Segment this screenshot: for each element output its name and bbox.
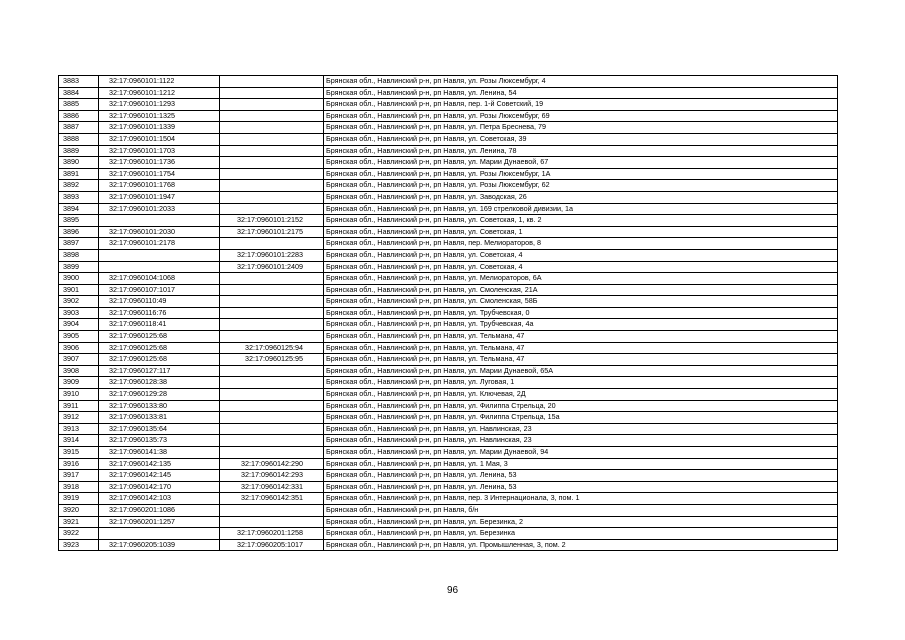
row-number-cell: 3916 <box>59 458 99 470</box>
land-cadastral-number-cell: 32:17:0960101:1947 <box>99 191 220 203</box>
land-cadastral-number-cell: 32:17:0960133:80 <box>99 400 220 412</box>
building-cadastral-number-cell <box>220 365 324 377</box>
address-cell: Брянская обл., Навлинский р-н, рп Навля, ул. Заводская, 26 <box>324 191 838 203</box>
table-row <box>59 110 838 122</box>
table-row <box>59 226 838 238</box>
address-cell: Брянская обл., Навлинский р-н, рп Навля, ул. Ключевая, 2Д <box>324 389 838 401</box>
table-row <box>59 516 838 528</box>
land-cadastral-number-cell: 32:17:0960116:76 <box>99 307 220 319</box>
land-cadastral-number-cell: 32:17:0960101:1325 <box>99 110 220 122</box>
building-cadastral-number-cell <box>220 400 324 412</box>
land-cadastral-number-cell: 32:17:0960141:38 <box>99 447 220 459</box>
table-row <box>59 528 838 540</box>
row-number-cell: 3892 <box>59 180 99 192</box>
building-cadastral-number-cell <box>220 273 324 285</box>
building-cadastral-number-cell <box>220 87 324 99</box>
building-cadastral-number-cell <box>220 423 324 435</box>
land-cadastral-number-cell: 32:17:0960107:1017 <box>99 284 220 296</box>
address-cell: Брянская обл., Навлинский р-н, рп Навля, ул. Петра Бреснева, 79 <box>324 122 838 134</box>
land-cadastral-number-cell: 32:17:0960101:1212 <box>99 87 220 99</box>
row-number-cell: 3890 <box>59 157 99 169</box>
row-number-cell: 3914 <box>59 435 99 447</box>
row-number-cell: 3886 <box>59 110 99 122</box>
address-cell: Брянская обл., Навлинский р-н, рп Навля, ул. Промышленная, 3, пом. 2 <box>324 539 838 551</box>
building-cadastral-number-cell <box>220 516 324 528</box>
row-number-cell: 3920 <box>59 504 99 516</box>
table-row <box>59 470 838 482</box>
land-cadastral-number-cell: 32:17:0960101:1293 <box>99 99 220 111</box>
address-cell: Брянская обл., Навлинский р-н, рп Навля, ул. Филиппа Стрельца, 20 <box>324 400 838 412</box>
building-cadastral-number-cell <box>220 110 324 122</box>
row-number-cell: 3911 <box>59 400 99 412</box>
row-number-cell: 3884 <box>59 87 99 99</box>
table-row <box>59 76 838 88</box>
registry-table <box>58 75 838 551</box>
row-number-cell: 3922 <box>59 528 99 540</box>
row-number-cell: 3910 <box>59 389 99 401</box>
row-number-cell: 3907 <box>59 354 99 366</box>
table-row <box>59 133 838 145</box>
row-number-cell: 3906 <box>59 342 99 354</box>
address-cell: Брянская обл., Навлинский р-н, рп Навля, ул. Ленина, 54 <box>324 87 838 99</box>
building-cadastral-number-cell <box>220 203 324 215</box>
building-cadastral-number-cell: 32:17:0960125:95 <box>220 354 324 366</box>
row-number-cell: 3908 <box>59 365 99 377</box>
address-cell: Брянская обл., Навлинский р-н, рп Навля, ул. Марии Дунаевой, 65А <box>324 365 838 377</box>
row-number-cell: 3912 <box>59 412 99 424</box>
table-row <box>59 284 838 296</box>
table-row <box>59 215 838 227</box>
land-cadastral-number-cell: 32:17:0960101:1768 <box>99 180 220 192</box>
table-row <box>59 203 838 215</box>
building-cadastral-number-cell: 32:17:0960142:293 <box>220 470 324 482</box>
table-row <box>59 296 838 308</box>
land-cadastral-number-cell: 32:17:0960101:1504 <box>99 133 220 145</box>
row-number-cell: 3918 <box>59 481 99 493</box>
building-cadastral-number-cell: 32:17:0960125:94 <box>220 342 324 354</box>
row-number-cell: 3891 <box>59 168 99 180</box>
building-cadastral-number-cell <box>220 296 324 308</box>
address-cell: Брянская обл., Навлинский р-н, рп Навля, ул. Навлинская, 23 <box>324 423 838 435</box>
address-cell: Брянская обл., Навлинский р-н, рп Навля, ул. Трубчевская, 4а <box>324 319 838 331</box>
building-cadastral-number-cell <box>220 122 324 134</box>
building-cadastral-number-cell <box>220 168 324 180</box>
building-cadastral-number-cell <box>220 238 324 250</box>
land-cadastral-number-cell: 32:17:0960127:117 <box>99 365 220 377</box>
row-number-cell: 3921 <box>59 516 99 528</box>
land-cadastral-number-cell <box>99 215 220 227</box>
table-row <box>59 493 838 505</box>
table-row <box>59 249 838 261</box>
table-row <box>59 307 838 319</box>
row-number-cell: 3899 <box>59 261 99 273</box>
address-cell: Брянская обл., Навлинский р-н, рп Навля, ул. Советская, 4 <box>324 249 838 261</box>
table-row <box>59 447 838 459</box>
address-cell: Брянская обл., Навлинский р-н, рп Навля, ул. Березинка, 2 <box>324 516 838 528</box>
row-number-cell: 3904 <box>59 319 99 331</box>
land-cadastral-number-cell: 32:17:0960135:64 <box>99 423 220 435</box>
address-cell: Брянская обл., Навлинский р-н, рп Навля, ул. Филиппа Стрельца, 15а <box>324 412 838 424</box>
address-cell: Брянская обл., Навлинский р-н, рп Навля, ул. Ленина, 53 <box>324 481 838 493</box>
table-row <box>59 168 838 180</box>
table-row <box>59 319 838 331</box>
row-number-cell: 3894 <box>59 203 99 215</box>
land-cadastral-number-cell <box>99 249 220 261</box>
building-cadastral-number-cell <box>220 377 324 389</box>
row-number-cell: 3900 <box>59 273 99 285</box>
row-number-cell: 3913 <box>59 423 99 435</box>
address-cell: Брянская обл., Навлинский р-н, рп Навля, ул. 169 стрелковой дивизии, 1а <box>324 203 838 215</box>
building-cadastral-number-cell <box>220 412 324 424</box>
land-cadastral-number-cell: 32:17:0960101:2033 <box>99 203 220 215</box>
building-cadastral-number-cell: 32:17:0960101:2409 <box>220 261 324 273</box>
building-cadastral-number-cell <box>220 180 324 192</box>
land-cadastral-number-cell: 32:17:0960101:1122 <box>99 76 220 88</box>
table-row <box>59 87 838 99</box>
table-row <box>59 435 838 447</box>
table-row <box>59 342 838 354</box>
land-cadastral-number-cell: 32:17:0960101:2030 <box>99 226 220 238</box>
land-cadastral-number-cell: 32:17:0960135:73 <box>99 435 220 447</box>
land-cadastral-number-cell: 32:17:0960125:68 <box>99 354 220 366</box>
building-cadastral-number-cell <box>220 447 324 459</box>
table-row <box>59 180 838 192</box>
building-cadastral-number-cell: 32:17:0960205:1017 <box>220 539 324 551</box>
row-number-cell: 3905 <box>59 331 99 343</box>
address-cell: Брянская обл., Навлинский р-н, рп Навля, ул. Тельмана, 47 <box>324 354 838 366</box>
table-row <box>59 122 838 134</box>
address-cell: Брянская обл., Навлинский р-н, рп Навля, б/н <box>324 504 838 516</box>
row-number-cell: 3897 <box>59 238 99 250</box>
land-cadastral-number-cell: 32:17:0960101:2178 <box>99 238 220 250</box>
table-row <box>59 412 838 424</box>
address-cell: Брянская обл., Навлинский р-н, рп Навля, ул. Тельмана, 47 <box>324 331 838 343</box>
land-cadastral-number-cell: 32:17:0960142:103 <box>99 493 220 505</box>
building-cadastral-number-cell: 32:17:0960201:1258 <box>220 528 324 540</box>
building-cadastral-number-cell <box>220 157 324 169</box>
building-cadastral-number-cell: 32:17:0960142:331 <box>220 481 324 493</box>
table-row <box>59 145 838 157</box>
table-row <box>59 157 838 169</box>
row-number-cell: 3888 <box>59 133 99 145</box>
building-cadastral-number-cell: 32:17:0960142:290 <box>220 458 324 470</box>
building-cadastral-number-cell <box>220 435 324 447</box>
land-cadastral-number-cell: 32:17:0960133:81 <box>99 412 220 424</box>
address-cell: Брянская обл., Навлинский р-н, рп Навля, ул. Березинка <box>324 528 838 540</box>
land-cadastral-number-cell: 32:17:0960201:1086 <box>99 504 220 516</box>
address-cell: Брянская обл., Навлинский р-н, рп Навля, пер. 3 Интернационала, 3, пом. 1 <box>324 493 838 505</box>
building-cadastral-number-cell <box>220 389 324 401</box>
land-cadastral-number-cell: 32:17:0960201:1257 <box>99 516 220 528</box>
land-cadastral-number-cell: 32:17:0960101:1736 <box>99 157 220 169</box>
row-number-cell: 3903 <box>59 307 99 319</box>
land-cadastral-number-cell: 32:17:0960104:1068 <box>99 273 220 285</box>
building-cadastral-number-cell: 32:17:0960101:2152 <box>220 215 324 227</box>
address-cell: Брянская обл., Навлинский р-н, рп Навля, ул. Советская, 1, кв. 2 <box>324 215 838 227</box>
building-cadastral-number-cell <box>220 307 324 319</box>
land-cadastral-number-cell <box>99 528 220 540</box>
table-row <box>59 481 838 493</box>
table-row <box>59 191 838 203</box>
address-cell: Брянская обл., Навлинский р-н, рп Навля, ул. Розы Люксембург, 69 <box>324 110 838 122</box>
table-row <box>59 377 838 389</box>
table-row <box>59 261 838 273</box>
page-number: 96 <box>446 585 459 596</box>
land-cadastral-number-cell: 32:17:0960110:49 <box>99 296 220 308</box>
building-cadastral-number-cell: 32:17:0960101:2175 <box>220 226 324 238</box>
address-cell: Брянская обл., Навлинский р-н, рп Навля, ул. Смоленская, 58Б <box>324 296 838 308</box>
address-cell: Брянская обл., Навлинский р-н, рп Навля, ул. Розы Люксембург, 4 <box>324 76 838 88</box>
table-row <box>59 423 838 435</box>
building-cadastral-number-cell <box>220 99 324 111</box>
row-number-cell: 3923 <box>59 539 99 551</box>
table-row <box>59 273 838 285</box>
row-number-cell: 3909 <box>59 377 99 389</box>
row-number-cell: 3895 <box>59 215 99 227</box>
row-number-cell: 3893 <box>59 191 99 203</box>
address-cell: Брянская обл., Навлинский р-н, рп Навля, ул. Советская, 39 <box>324 133 838 145</box>
table-row <box>59 354 838 366</box>
building-cadastral-number-cell <box>220 191 324 203</box>
table-row <box>59 504 838 516</box>
registry-table-body <box>59 76 838 551</box>
land-cadastral-number-cell: 32:17:0960101:1703 <box>99 145 220 157</box>
row-number-cell: 3885 <box>59 99 99 111</box>
address-cell: Брянская обл., Навлинский р-н, рп Навля, ул. Навлинская, 23 <box>324 435 838 447</box>
land-cadastral-number-cell: 32:17:0960128:38 <box>99 377 220 389</box>
building-cadastral-number-cell <box>220 319 324 331</box>
row-number-cell: 3889 <box>59 145 99 157</box>
address-cell: Брянская обл., Навлинский р-н, рп Навля, ул. Советская, 4 <box>324 261 838 273</box>
address-cell: Брянская обл., Навлинский р-н, рп Навля, ул. Тельмана, 47 <box>324 342 838 354</box>
building-cadastral-number-cell <box>220 331 324 343</box>
address-cell: Брянская обл., Навлинский р-н, рп Навля, ул. 1 Мая, 3 <box>324 458 838 470</box>
land-cadastral-number-cell: 32:17:0960101:1754 <box>99 168 220 180</box>
table-row <box>59 331 838 343</box>
building-cadastral-number-cell <box>220 284 324 296</box>
row-number-cell: 3898 <box>59 249 99 261</box>
table-row <box>59 365 838 377</box>
land-cadastral-number-cell <box>99 261 220 273</box>
land-cadastral-number-cell: 32:17:0960129:28 <box>99 389 220 401</box>
address-cell: Брянская обл., Навлинский р-н, рп Навля, ул. Розы Люксембург, 62 <box>324 180 838 192</box>
address-cell: Брянская обл., Навлинский р-н, рп Навля, ул. Марии Дунаевой, 94 <box>324 447 838 459</box>
row-number-cell: 3917 <box>59 470 99 482</box>
building-cadastral-number-cell: 32:17:0960142:351 <box>220 493 324 505</box>
row-number-cell: 3919 <box>59 493 99 505</box>
building-cadastral-number-cell <box>220 76 324 88</box>
address-cell: Брянская обл., Навлинский р-н, рп Навля, ул. Ленина, 53 <box>324 470 838 482</box>
address-cell: Брянская обл., Навлинский р-н, рп Навля, ул. Трубчевская, 0 <box>324 307 838 319</box>
row-number-cell: 3896 <box>59 226 99 238</box>
address-cell: Брянская обл., Навлинский р-н, рп Навля, ул. Розы Люксембург, 1А <box>324 168 838 180</box>
land-cadastral-number-cell: 32:17:0960101:1339 <box>99 122 220 134</box>
table-row <box>59 400 838 412</box>
address-cell: Брянская обл., Навлинский р-н, рп Навля, ул. Советская, 1 <box>324 226 838 238</box>
land-cadastral-number-cell: 32:17:0960142:135 <box>99 458 220 470</box>
building-cadastral-number-cell <box>220 145 324 157</box>
building-cadastral-number-cell <box>220 133 324 145</box>
row-number-cell: 3902 <box>59 296 99 308</box>
table-row <box>59 539 838 551</box>
address-cell: Брянская обл., Навлинский р-н, рп Навля, ул. Марии Дунаевой, 67 <box>324 157 838 169</box>
address-cell: Брянская обл., Навлинский р-н, рп Навля, ул. Мелиораторов, 6А <box>324 273 838 285</box>
row-number-cell: 3887 <box>59 122 99 134</box>
address-cell: Брянская обл., Навлинский р-н, рп Навля, пер. Мелиораторов, 8 <box>324 238 838 250</box>
row-number-cell: 3883 <box>59 76 99 88</box>
address-cell: Брянская обл., Навлинский р-н, рп Навля, ул. Смоленская, 21А <box>324 284 838 296</box>
land-cadastral-number-cell: 32:17:0960205:1039 <box>99 539 220 551</box>
table-row <box>59 389 838 401</box>
land-cadastral-number-cell: 32:17:0960118:41 <box>99 319 220 331</box>
building-cadastral-number-cell: 32:17:0960101:2283 <box>220 249 324 261</box>
row-number-cell: 3915 <box>59 447 99 459</box>
land-cadastral-number-cell: 32:17:0960125:68 <box>99 342 220 354</box>
table-row <box>59 99 838 111</box>
table-row <box>59 238 838 250</box>
address-cell: Брянская обл., Навлинский р-н, рп Навля, пер. 1-й Советский, 19 <box>324 99 838 111</box>
table-row <box>59 458 838 470</box>
address-cell: Брянская обл., Навлинский р-н, рп Навля, ул. Луговая, 1 <box>324 377 838 389</box>
land-cadastral-number-cell: 32:17:0960142:145 <box>99 470 220 482</box>
address-cell: Брянская обл., Навлинский р-н, рп Навля, ул. Ленина, 78 <box>324 145 838 157</box>
land-cadastral-number-cell: 32:17:0960142:170 <box>99 481 220 493</box>
land-cadastral-number-cell: 32:17:0960125:68 <box>99 331 220 343</box>
building-cadastral-number-cell <box>220 504 324 516</box>
row-number-cell: 3901 <box>59 284 99 296</box>
